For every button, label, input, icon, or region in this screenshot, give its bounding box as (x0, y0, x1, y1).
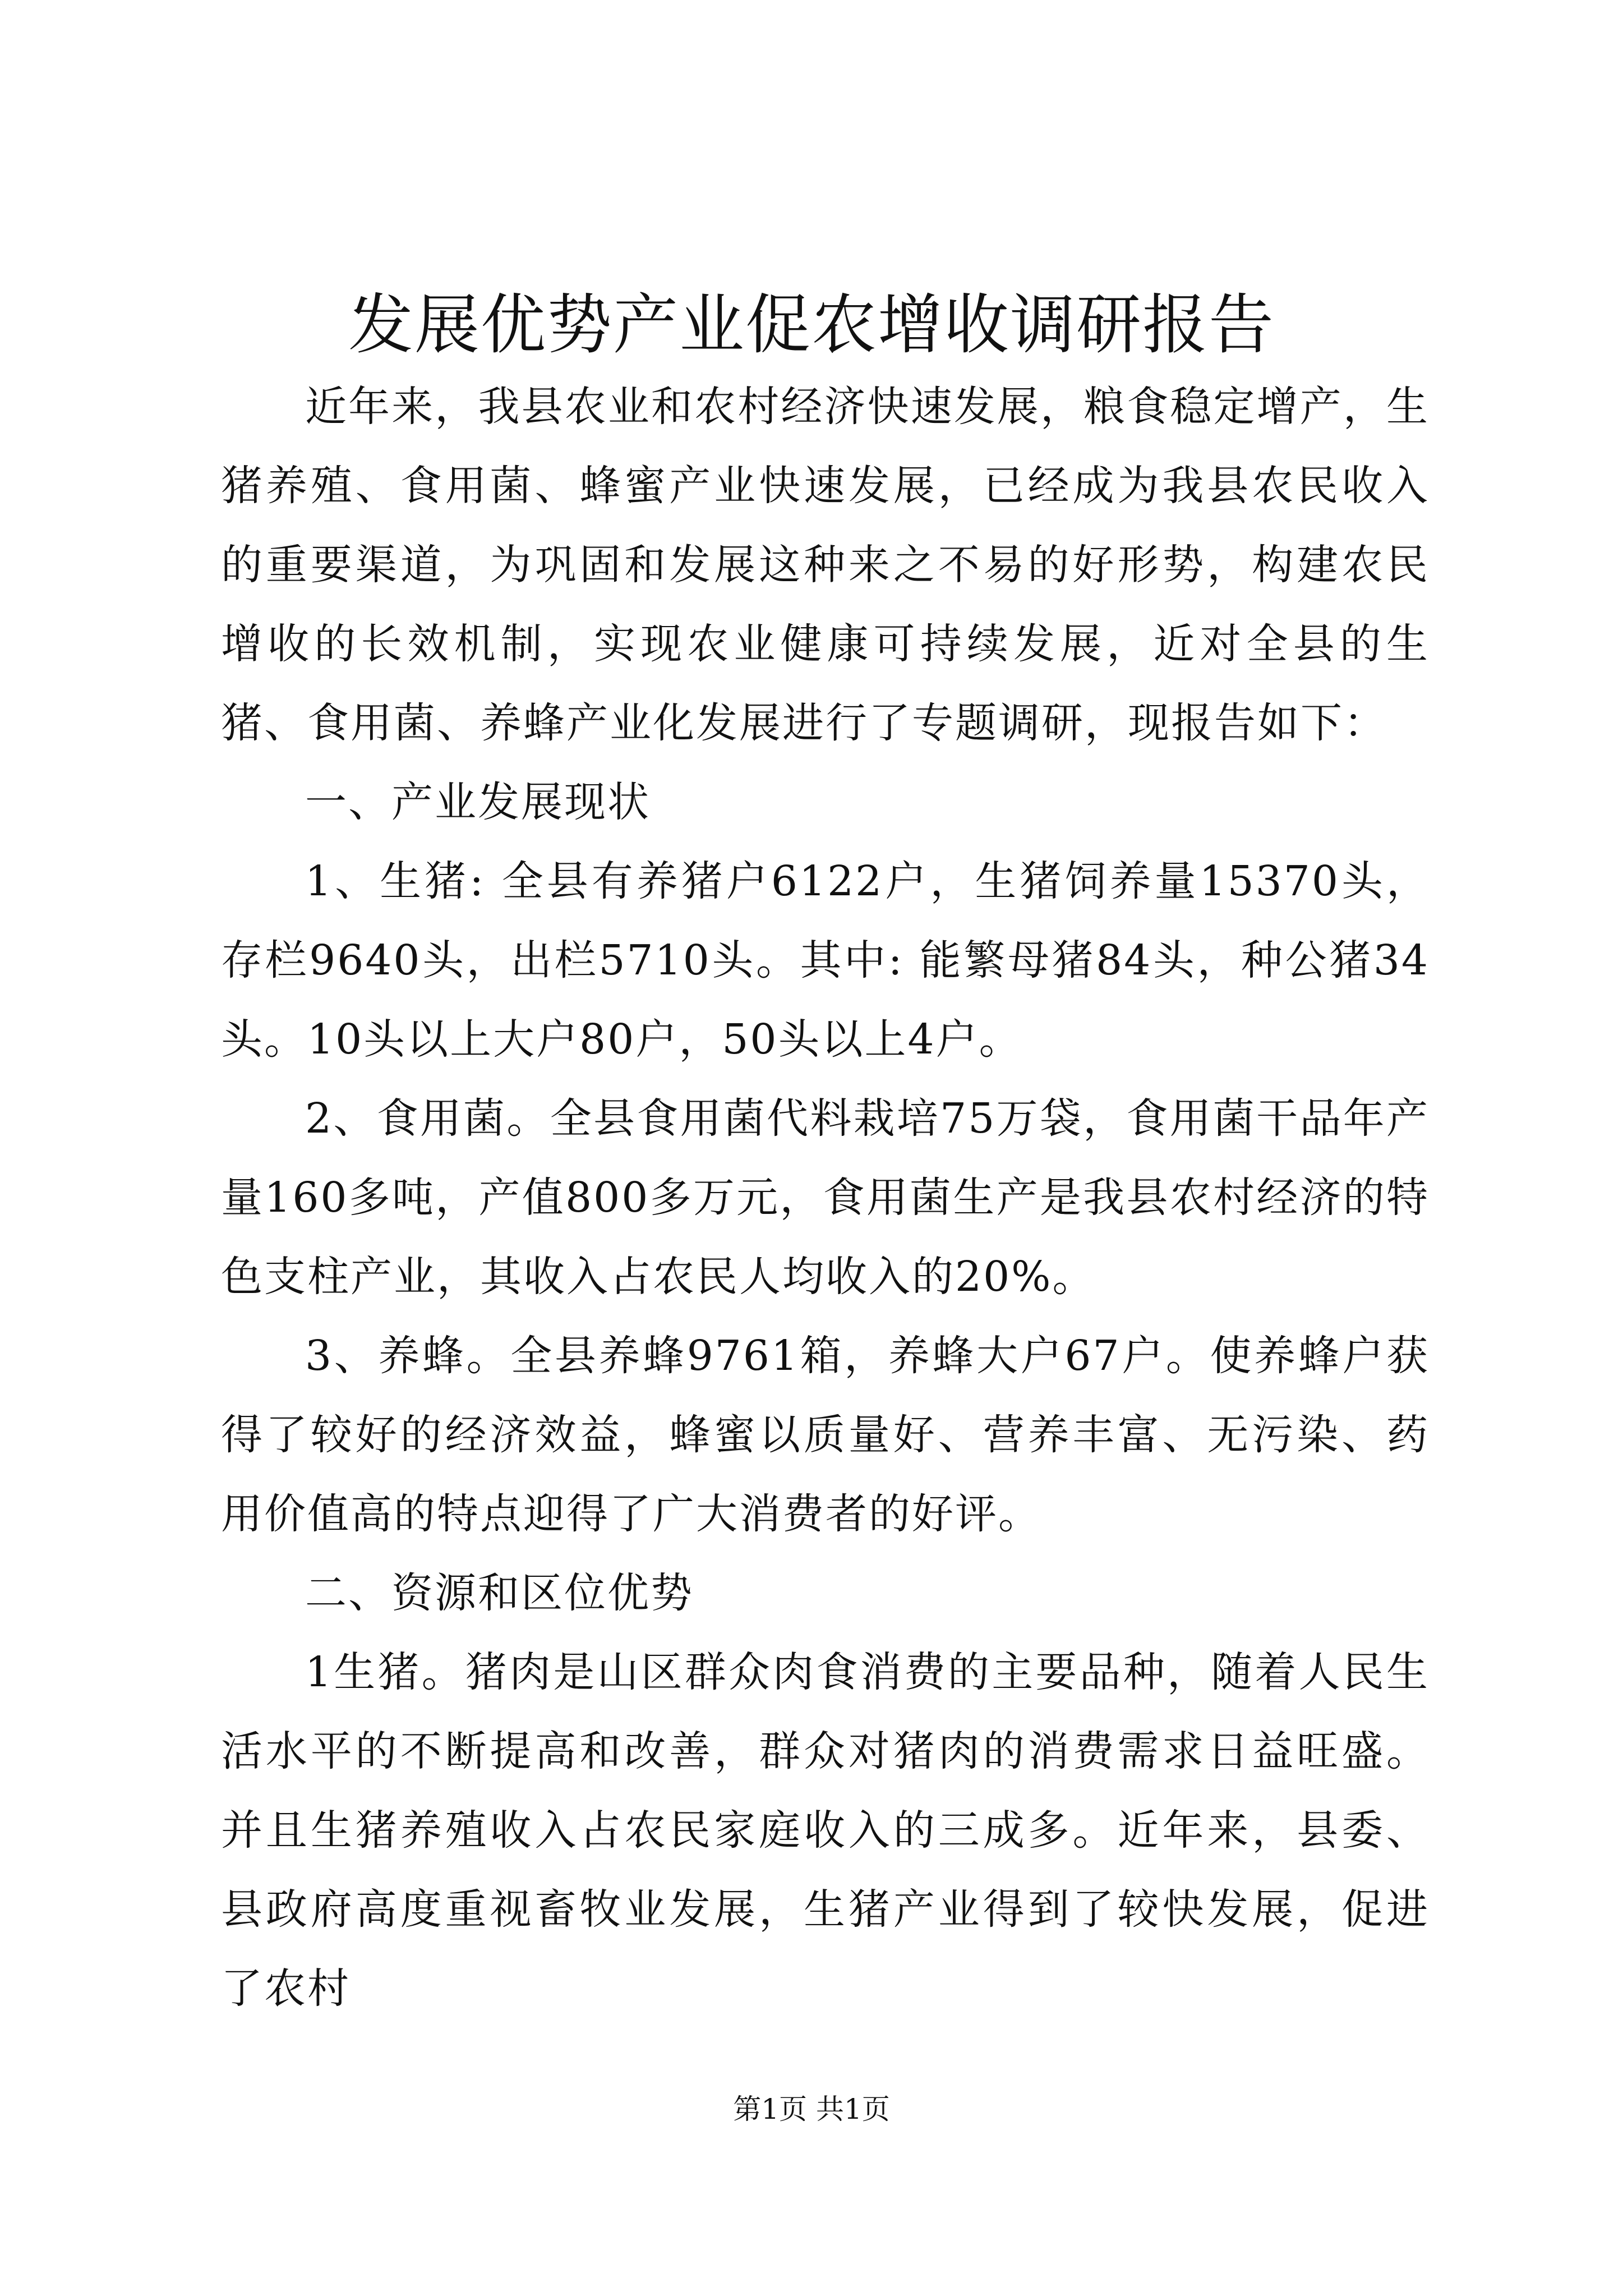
paragraph-pigs-advantage: 1生猪。猪肉是山区群众肉食消费的主要品种，随着人民生活水平的不断提高和改善，群众对猪肉的消费需求日益旺盛。并且生猪养殖收入占农民家庭收入的三成多。近年来，县委、县政府高度重视畜牧业发展，生猪产业得到了较快发展，促进了农村 (221, 1648, 1430, 2013)
paragraph-beekeeping: 3、养蜂。全县养蜂9761箱，养蜂大户67户。使养蜂户获得了较好的经济效益，蜂蜜以质量好、营养丰富、无污染、药用价值高的特点迎得了广大消费者的好评。 (221, 1332, 1430, 1538)
section-heading-status: 一、产业发展现状 (305, 778, 651, 826)
paragraph-intro: 近年来，我县农业和农村经济快速发展，粮食稳定增产，生猪养殖、食用菌、蜂蜜产业快速发展，已经成为我县农民收入的重要渠道，为巩固和发展这种来之不易的好形势，构建农民增收的长效机制，实现农业健康可持续发展，近对全县的生猪、食用菌、养蜂产业化发展进行了专题调研，现报告如下： (221, 383, 1430, 747)
page-number-footer: 第1页 共1页 (733, 2093, 890, 2125)
section-heading-advantages: 二、资源和区位优势 (305, 1569, 694, 1617)
document-body (221, 367, 1430, 2028)
paragraph-mushrooms: 2、食用菌。全县食用菌代料栽培75万袋，食用菌干品年产量160多吨，产值800多万元，食用菌生产是我县农村经济的特色支柱产业，其收入占农民人均收入的20%。 (221, 1094, 1430, 1301)
document-title: 发展优势产业促农增收调研报告 (348, 287, 1275, 363)
paragraph-pigs: 1、生猪: 全县有养猪户6122户，生猪饲养量15370头，存栏9640头，出栏5710头。其中: 能繁母猪84头，种公猪34头。10头以上大户80户，50头以上4户。 (221, 857, 1430, 1064)
